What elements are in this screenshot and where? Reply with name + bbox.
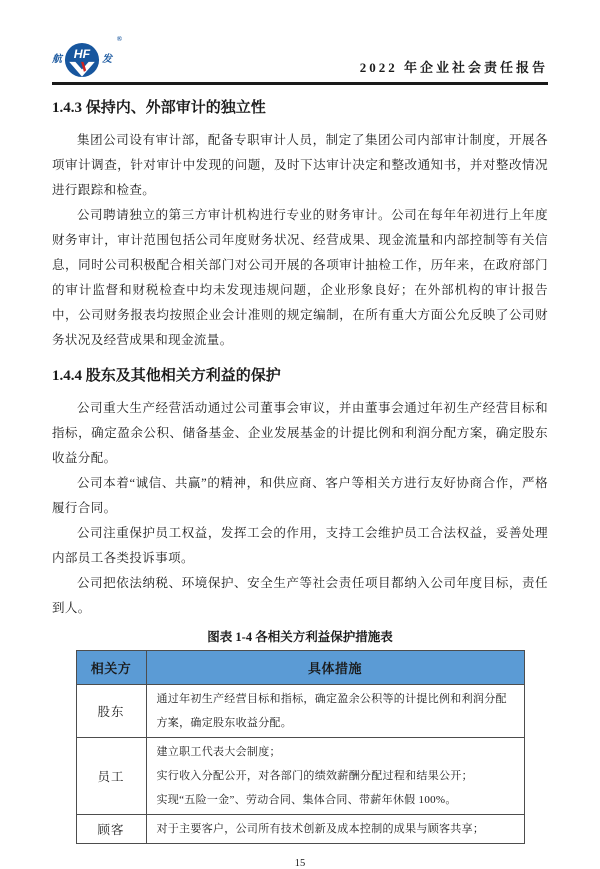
page-header xyxy=(52,35,548,78)
measure-line: 实行收入分配公开，对各部门的绩效薪酬分配过程和结果公开； xyxy=(156,770,473,782)
registered-trademark-icon: ® xyxy=(116,35,122,43)
header-divider xyxy=(52,82,548,85)
report-title: 2022 年企业社会责任报告 xyxy=(359,60,548,75)
paragraph: 公司注重保护员工权益，发挥工会的作用，支持工会维护员工合法权益，妥善处理内部员工各类投诉事项。 xyxy=(52,526,548,565)
logo-right-char: 发 xyxy=(102,54,112,65)
measure-line: 实现“五险一金”、劳动合同、集体合同、带薪年休假 100%。 xyxy=(156,794,457,806)
paragraph: 公司重大生产经营活动通过公司董事会审议，并由董事会通过年初生产经营目标和指标，确定盈余公积、储备基金、企业发展基金的计提比例和利润分配方案，确定股东收益分配。 xyxy=(52,401,548,465)
section-heading-1-4-3: 1.4.3 保持内、外部审计的独立性 xyxy=(52,100,266,116)
measure-line: 建立职工代表大会制度； xyxy=(156,746,281,758)
paragraph: 集团公司设有审计部，配备专职审计人员，制定了集团公司内部审计制度，开展各项审计调查，针对审计中发现的问题，及时下达审计决定和整改通知书，并对整改情况进行跟踪和检查。 xyxy=(52,133,548,197)
column-header-party: 相关方 xyxy=(76,651,146,685)
paragraph: 公司聘请独立的第三方审计机构进行专业的财务审计。公司在每年年初进行上年度财务审计，审计范围包括公司年度财务状况、经营成果、现金流量和内部控制等有关信息，同时公司积极配合相关部门对公司开展的各项审计抽检工作，历年来，在政府部门的审计监督和财税检查中均未发现违规问题，企业形象良好；在外部机构的审计报告中，公司财务报表均按照企业会计准则的规定编制，在所有重大方面公允反映了公司财务状况及经营成果和现金流量。 xyxy=(52,208,548,347)
measures-cell xyxy=(146,685,524,738)
measures-cell xyxy=(146,815,524,844)
svg-text:HF: HF xyxy=(73,47,91,62)
party-cell: 顾客 xyxy=(76,815,146,844)
table-row xyxy=(76,685,524,738)
paragraph: 公司把依法纳税、环境保护、安全生产等社会责任项目都纳入公司年度目标，责任到人。 xyxy=(52,576,548,615)
column-header-measures: 具体措施 xyxy=(146,651,524,685)
measure-line: 对于主要客户，公司所有技术创新及成本控制的成果与顾客共享； xyxy=(156,823,485,835)
paragraph: 公司本着“诚信、共赢”的精神，和供应商、客户等相关方进行友好协商合作，严格履行合同。 xyxy=(52,476,548,515)
measures-cell xyxy=(146,738,524,815)
measure-line: 通过年初生产经营目标和指标，确定盈余公积等的计提比例和利润分配方案，确定股东收益分配。 xyxy=(156,693,507,729)
hf-logo-icon xyxy=(64,42,100,78)
stakeholder-measures-table xyxy=(76,650,525,844)
page-number: 15 xyxy=(294,858,306,869)
logo-left-char: 航 xyxy=(52,54,62,65)
company-logo xyxy=(52,35,122,78)
party-cell: 员工 xyxy=(76,738,146,815)
party-cell: 股东 xyxy=(76,685,146,738)
table-header-row xyxy=(76,651,524,685)
table-row xyxy=(76,815,524,844)
table-row xyxy=(76,738,524,815)
table-caption: 图表 1-4 各相关方利益保护措施表 xyxy=(207,630,393,644)
section-heading-1-4-4: 1.4.4 股东及其他相关方利益的保护 xyxy=(52,368,281,384)
